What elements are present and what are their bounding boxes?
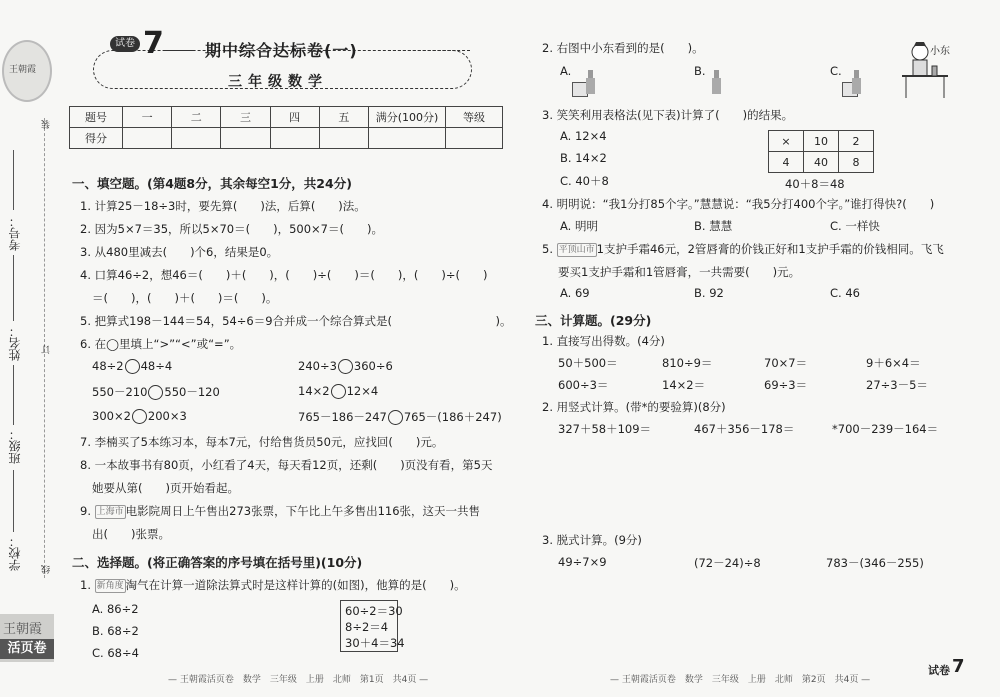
question-1-8-cont: 她要从第( )页开始看起。 <box>92 481 239 495</box>
question-2-5: 5. 平顶山市 1支护手霜46元，2管唇膏的价钱正好和1支护手霜的价钱相同。飞飞 <box>542 242 944 256</box>
question-3-1: 1. 直接写出得数。(4分) <box>542 334 665 348</box>
mental-calc: 70×7＝ <box>764 356 808 370</box>
seal-mark-3: 线 <box>42 565 52 574</box>
score-table <box>69 106 503 149</box>
compare-circle[interactable] <box>148 385 163 400</box>
question-2-1: 1. 新角度 淘气在计算一道除法算式时是这样计算的(如图)，他算的是( )。 <box>80 578 466 592</box>
score-cell: 等级 <box>446 107 503 128</box>
section3-title: 三、计算题。(29分) <box>535 313 652 328</box>
option: A. 明明 <box>560 219 598 233</box>
mental-calc: 14×2＝ <box>662 378 706 392</box>
footer-left: — 王朝霞活页卷 数学 三年级 上册 北师 第1页 共4页 — <box>168 675 429 685</box>
multiplication-table: × 10 2 4 40 8 <box>768 130 874 173</box>
mental-calc: 50＋500＝ <box>558 356 618 370</box>
option: A. 12×4 <box>560 129 607 143</box>
question-1-1: 1. 计算25－18÷3时，要先算( )法，后算( )法。 <box>80 199 366 213</box>
class-field[interactable] <box>13 365 14 425</box>
section1-title: 一、填空题。(第4题8分，其余每空1分，共24分) <box>72 176 352 191</box>
table-equation: 40＋8＝48 <box>785 177 845 191</box>
school-field[interactable] <box>13 470 14 532</box>
score-table-header-row <box>70 107 503 128</box>
score-cell: 题号 <box>70 107 123 128</box>
region-tag: 上海市 <box>96 506 124 517</box>
mental-calc: 600÷3＝ <box>558 378 609 392</box>
question-2-4: 4. 明明说：“我1分打85个字。”慧慧说：“我5分打400个字。”谁打得快?( ) <box>542 197 935 211</box>
person-label: 小东 <box>930 46 950 57</box>
question-1-3: 3. 从480里减去( )个6，结果是0。 <box>80 245 279 259</box>
question-3-2: 2. 用竖式计算。(带*的要验算)(8分) <box>542 400 726 414</box>
option: B. <box>694 64 706 78</box>
option: C. <box>830 64 842 78</box>
compare-item: 48÷2 48÷4 <box>92 359 173 373</box>
seal-mark-1: 装 <box>42 120 52 129</box>
score-input[interactable] <box>319 128 368 149</box>
question-1-7: 7. 李楠买了5本练习本，每本7元，付给售货员50元，应找回( )元。 <box>80 435 444 449</box>
name-label: 姓名： <box>8 325 22 361</box>
question-3-3: 3. 脱式计算。(9分) <box>542 533 642 547</box>
brand-logo-top: 王朝霞 <box>2 40 52 102</box>
compare-circle[interactable] <box>132 409 147 424</box>
stepwise-calc: 49÷7×9 <box>558 555 607 569</box>
question-1-4-cont: ＝( )，( )＋( )＝( )。 <box>92 291 278 305</box>
option: C. 46 <box>830 286 860 300</box>
column-calc: *700－239－164＝ <box>832 422 939 436</box>
score-cell: 四 <box>270 107 319 128</box>
score-cell: 得分 <box>70 128 123 149</box>
option: C. 68÷4 <box>92 646 139 660</box>
compare-circle[interactable] <box>331 384 346 399</box>
binding-gutter <box>0 0 64 697</box>
question-2-3: 3. 笑笑利用表格法(见下表)计算了( )的结果。 <box>542 108 794 122</box>
question-1-9: 9. 上海市 电影院周日上午售出273张票，下午比上午多售出116张，这天一共售 <box>80 504 481 518</box>
page-title: 期中综合达标卷(一) <box>205 41 358 60</box>
paper-number: 7 <box>143 26 164 61</box>
section2-title: 二、选择题。(将正确答案的序号填在括号里)(10分) <box>72 555 363 570</box>
score-input[interactable] <box>446 128 503 149</box>
score-cell: 三 <box>221 107 270 128</box>
option: B. 14×2 <box>560 151 607 165</box>
region-tag: 平顶山市 <box>558 244 595 255</box>
paper-badge: 试卷 <box>110 36 140 52</box>
option: B. 慧慧 <box>694 219 733 233</box>
compare-item: 765－186－247 765－(186＋247) <box>298 410 502 424</box>
column-calc: 327＋58＋109＝ <box>558 422 652 436</box>
stepwise-calc: (72－24)÷8 <box>694 556 761 570</box>
stepwise-calc: 783－(346－255) <box>826 556 924 570</box>
question-1-8: 8. 一本故事书有80页，小红看了4天，每天看12页，还剩( )页没有看，第5天 <box>80 458 493 472</box>
option: B. 92 <box>694 286 724 300</box>
footer-badge: 试卷 <box>928 664 950 677</box>
school-label: 学校： <box>8 535 22 571</box>
seal-mark-2: 订 <box>42 345 52 354</box>
bottle-icon <box>852 70 861 94</box>
option: A. 86÷2 <box>92 602 139 616</box>
mental-calc: 9＋6×4＝ <box>866 356 921 370</box>
exam-number-field[interactable] <box>13 150 14 210</box>
question-1-2: 2. 因为5×7＝35，所以5×70＝( )，500×7＝( )。 <box>80 222 383 236</box>
score-cell: 二 <box>172 107 221 128</box>
option: C. 40＋8 <box>560 174 609 188</box>
bottle-icon <box>586 70 595 94</box>
option: C. 一样快 <box>830 219 880 233</box>
compare-item: 300×2 200×3 <box>92 409 187 423</box>
class-label: 班级： <box>8 428 22 464</box>
calc-figure: 60÷2＝30 8÷2＝4 30＋4＝34 <box>340 600 398 652</box>
question-1-6: 6. 在◯里填上“>”“<”或“=”。 <box>80 337 242 351</box>
column-calc: 467＋356－178＝ <box>694 422 795 436</box>
question-1-4: 4. 口算46÷2，想46＝( )＋( )，( )÷( )＝( )，( )÷( ) <box>80 268 488 282</box>
footer-number: 7 <box>952 656 965 677</box>
compare-item: 550－210 550－120 <box>92 385 220 399</box>
score-input[interactable] <box>369 128 446 149</box>
mental-calc: 27÷3－5＝ <box>866 378 928 392</box>
option: B. 68÷2 <box>92 624 139 638</box>
compare-item: 240÷3 360÷6 <box>298 359 393 373</box>
title-dash-right <box>388 50 470 51</box>
question-2-2: 2. 右图中小东看到的是( )。 <box>542 41 704 55</box>
score-input[interactable] <box>221 128 270 149</box>
score-input[interactable] <box>172 128 221 149</box>
bottle-icon <box>712 70 721 94</box>
compare-circle[interactable] <box>388 410 403 425</box>
score-cell: 满分(100分) <box>369 107 446 128</box>
question-1-9-cont: 出( )张票。 <box>92 527 170 541</box>
brand-logo-bottom: 王朝霞 活页卷 <box>0 614 54 662</box>
compare-circle[interactable] <box>338 359 353 374</box>
angle-tag: 新角度 <box>96 580 124 591</box>
score-cell: 一 <box>123 107 172 128</box>
option: A. 69 <box>560 286 590 300</box>
exam-number-label: 考号： <box>8 215 22 251</box>
title-dash-left <box>165 50 193 51</box>
option: A. <box>560 64 572 78</box>
compare-circle[interactable] <box>125 359 140 374</box>
score-input[interactable] <box>123 128 172 149</box>
mental-calc: 69÷3＝ <box>764 378 808 392</box>
page-subtitle: 三年级数学 <box>228 74 328 90</box>
compare-item: 14×2 12×4 <box>298 384 379 398</box>
mental-calc: 810÷9＝ <box>662 356 713 370</box>
question-1-5: 5. 把算式198－144＝54，54÷6＝9合并成一个综合算式是( )。 <box>80 314 512 328</box>
question-2-5-cont: 要买1支护手霜和1管唇膏，一共需要( )元。 <box>558 265 801 279</box>
score-cell: 五 <box>319 107 368 128</box>
footer-right: — 王朝霞活页卷 数学 三年级 上册 北师 第2页 共4页 — <box>610 675 871 685</box>
score-table-score-row <box>70 128 503 149</box>
name-field[interactable] <box>13 255 14 321</box>
score-input[interactable] <box>270 128 319 149</box>
